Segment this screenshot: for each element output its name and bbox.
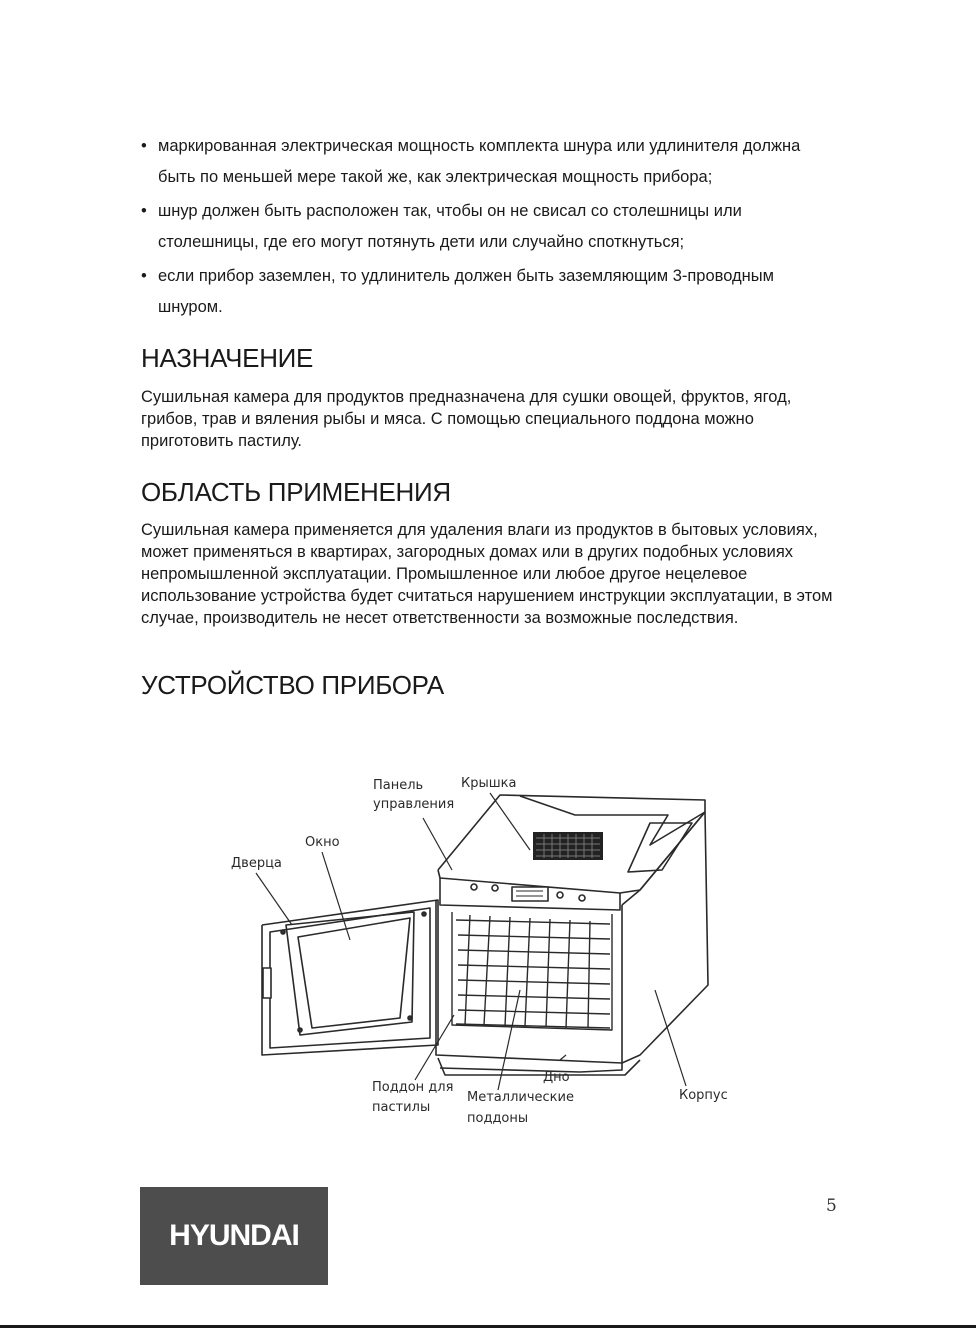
section-body-purpose: Сушильная камера для продуктов предназначена для сушки овощей, фруктов, ягод, грибов, трав и вяления рыбы и мяса. С помощью специального поддона можно приготовить пастилу. [141,388,792,450]
label-metal-trays: Металлические [467,1090,574,1105]
label-window: Окно [305,835,340,850]
label-housing: Корпус [679,1088,728,1103]
page-number: 5 [826,1196,837,1216]
bullet-text: шнур должен быть расположен так, чтобы он не свисал со столешницы или столешницы, где его могут потянуть дети или случайно споткнуться; [158,202,742,251]
label-metal-trays-2: поддоны [467,1111,529,1126]
bullet-text: маркированная электрическая мощность комплекта шнура или удлинителя должна быть по меньшей мере такой же, как электрическая мощность прибора; [158,137,801,186]
door [262,900,438,1055]
bullet-text: если прибор заземлен, то удлинитель должен быть заземляющим 3-проводным шнуром. [158,267,774,316]
label-panel-2: управления [373,797,455,812]
bullet-marker: • [141,267,147,285]
section-heading-device: УСТРОЙСТВО ПРИБОРА [141,670,444,700]
metal-trays [452,912,612,1030]
section-body-application: Сушильная камера применяется для удаления влаги из продуктов в бытовых условиях, может применяться в квартирах, загородных домах или в других подобных условиях непромышленной эксплуатации. Промышленное или любое другое нецелевое использование устройства будет считаться нарушением инструкции эксплуатации, в этом случае, производитель не несет ответственности за возможные последствия. [141,521,833,627]
housing-side [622,812,708,1063]
section-heading-purpose: НАЗНАЧЕНИЕ [141,343,314,373]
brand-logo: HYUNDAI [140,1187,328,1285]
label-door: Дверца [231,856,282,871]
label-bottom: Дно [543,1070,570,1085]
bullet-marker: • [141,202,147,220]
section-heading-application: ОБЛАСТЬ ПРИМЕНЕНИЯ [141,477,451,507]
bullet-marker: • [141,137,147,155]
label-lid: Крышка [461,776,517,791]
label-fruit-tray-2: пастилы [372,1100,431,1115]
label-fruit-tray: Поддон для [372,1080,454,1095]
label-panel: Панель [373,778,424,793]
display [512,887,548,901]
